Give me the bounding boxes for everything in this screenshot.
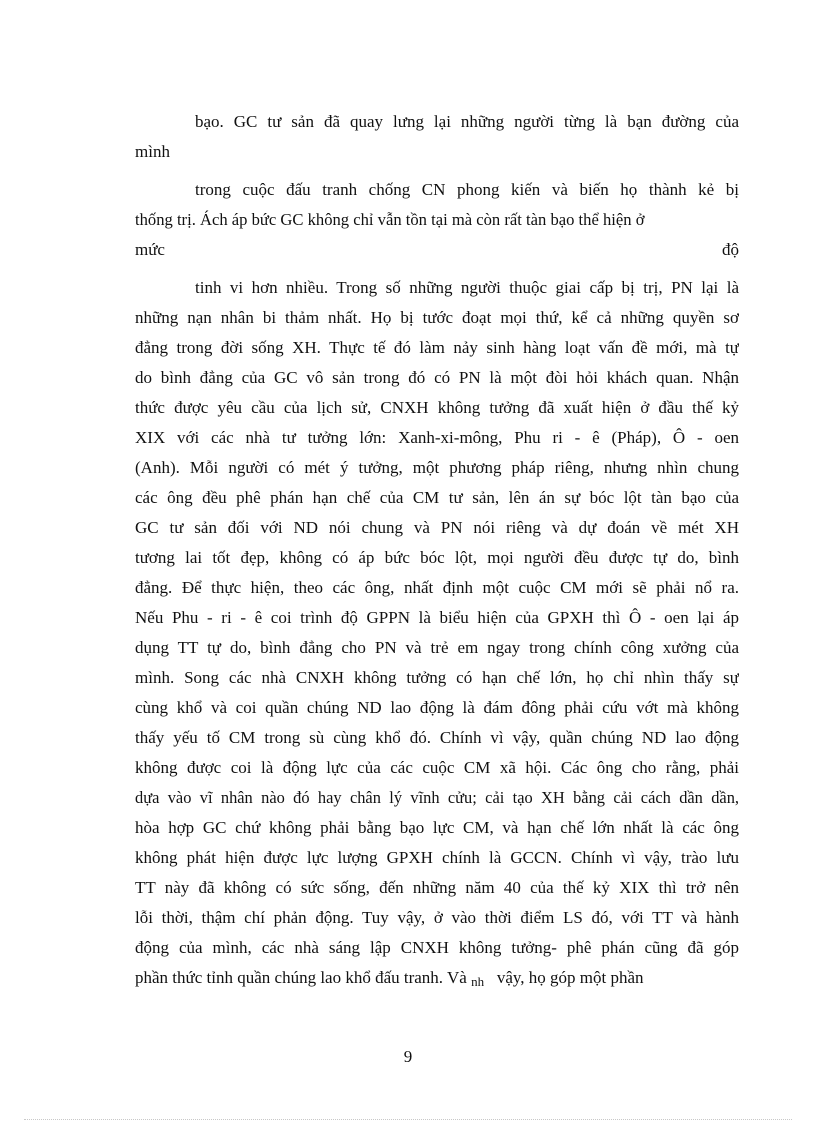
text-line: Nếu Phu - ri - ê coi trình độ GPPN là biểu hiện của GPXH thì Ô - oen lại áp	[135, 608, 739, 627]
paragraph-3	[135, 273, 739, 994]
text-fragment: vậy, họ góp một phần	[484, 968, 644, 987]
text-fragment: nh	[471, 974, 485, 989]
text-line: đẳng trong đời sống XH. Thực tế đó làm nảy sinh hàng loạt vấn đề mới, mà tự	[135, 338, 739, 357]
text-line: thấy yếu tố CM trong sù cùng khổ đó. Chính vì vậy, quần chúng ND lao động	[135, 728, 739, 747]
page-number: 9	[403, 1047, 413, 1066]
text-line: tương lai tốt đẹp, không có áp bức bóc lột, mọi người đều được tự do, bình	[135, 548, 739, 567]
text-line: dụng TT tự do, bình đẳng cho PN và trẻ em ngay trong chính công xưởng của	[135, 638, 739, 657]
text-line: lỗi thời, thậm chí phản động. Tuy vậy, ở vào thời điểm LS đó, với TT và hành	[135, 908, 739, 927]
text-line	[135, 235, 739, 265]
text-line: thức được yêu cầu của lịch sử, CNXH không tưởng đã xuất hiện ở đầu thế kỷ	[135, 398, 739, 417]
text-line: dựa vào vĩ nhân nào đó hay chân lý vĩnh cửu; cải tạo XH bằng cải cách dần dần,	[135, 788, 739, 807]
text-fragment: phần thức tỉnh quần chúng lao khổ đấu tranh. Và	[135, 968, 472, 987]
paragraph-1	[135, 107, 739, 167]
paragraph-2	[135, 175, 739, 265]
text-line: mình	[135, 142, 170, 161]
text-line: những nạn nhân bi thảm nhất. Họ bị tước đoạt mọi thứ, kể cả những quyền sơ	[135, 308, 739, 327]
text-line: không phát hiện được lực lượng GPXH chính là GCCN. Chính vì vậy, trào lưu	[135, 848, 739, 867]
text-line	[135, 963, 739, 994]
text-line: động của mình, các nhà sáng lập CNXH không tưởng- phê phán cũng đã góp	[135, 938, 739, 957]
text-line: mình. Song các nhà CNXH không tưởng có hạn chế lớn, họ chỉ nhìn thấy sự	[135, 668, 739, 687]
text-line: do bình đẳng của GC vô sản trong đó có PN là một đòi hỏi khách quan. Nhận	[135, 368, 739, 387]
text-line: GC tư sản đối với ND nói chung và PN nói riêng và dự đoán về mét XH	[135, 518, 739, 537]
text-line: (Anh). Mỗi người có mét ý tưởng, một phương pháp riêng, nhưng nhìn chung	[135, 458, 739, 477]
text-line: bạo. GC tư sản đã quay lưng lại những người từng là bạn đường của	[195, 112, 739, 131]
text-line: không được coi là động lực của các cuộc CM xã hội. Các ông cho rằng, phải	[135, 758, 739, 777]
text-line: cùng khổ và coi quần chúng ND lao động là đám đông phải cứu vớt mà không	[135, 698, 739, 717]
text-line: thống trị. Ách áp bức GC không chỉ vẫn tồn tại mà còn rất tàn bạo thể hiện ở	[135, 210, 645, 229]
text-line: tinh vi hơn nhiều. Trong số những người thuộc giai cấp bị trị, PN lại là	[195, 278, 739, 297]
text-line: đẳng. Để thực hiện, theo các ông, nhất định một cuộc CM mới sẽ phải nổ ra.	[135, 578, 739, 597]
text-fragment: độ	[722, 240, 739, 259]
text-line: hòa hợp GC chứ không phải bằng bạo lực CM, và hạn chế lớn nhất là các ông	[135, 818, 739, 837]
text-line: các ông đều phê phán hạn chế của CM tư sản, lên án sự bóc lột tàn bạo của	[135, 488, 739, 507]
text-line: XIX với các nhà tư tưởng lớn: Xanh-xi-mông, Phu ri - ê (Pháp), Ô - oen	[135, 428, 739, 447]
page-border	[24, 1119, 792, 1120]
text-line: trong cuộc đấu tranh chống CN phong kiến và biến họ thành kẻ bị	[195, 180, 739, 199]
text-fragment: mức	[135, 240, 165, 259]
text-line: TT này đã không có sức sống, đến những năm 40 của thế kỷ XIX thì trở nên	[135, 878, 739, 897]
